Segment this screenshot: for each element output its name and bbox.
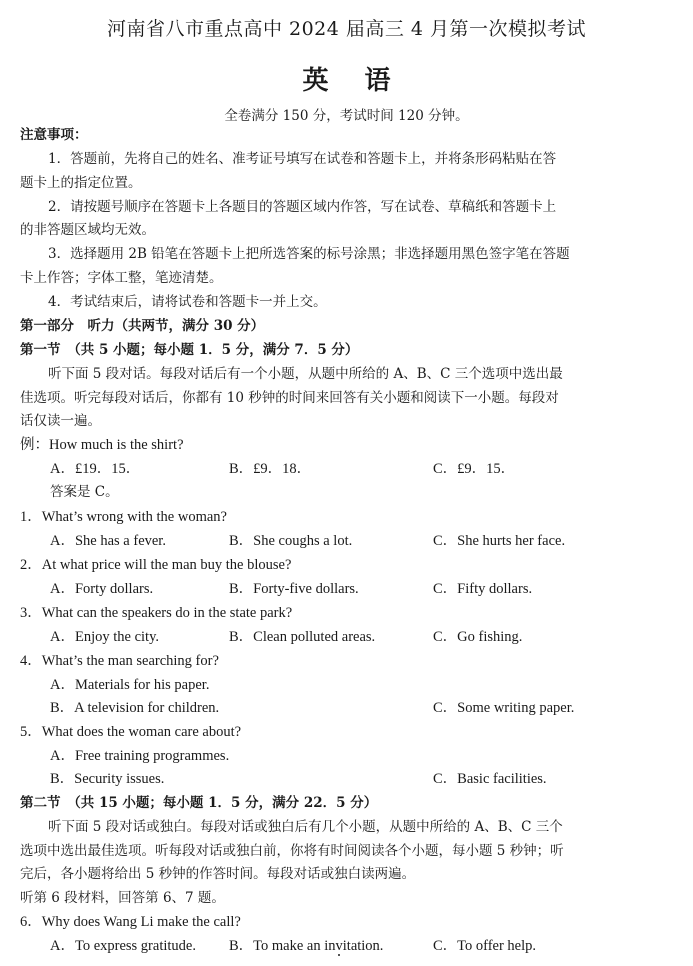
exam-info: 全卷满分 150 分，考试时间 120 分钟。 [224, 108, 469, 124]
option-a: A．Enjoy the city. [50, 629, 159, 645]
subject-title: 英语 [302, 66, 427, 96]
part-heading: 第一部分 听力（共两节，满分 30 分） [20, 318, 265, 334]
notice-line: 4．考试结束后，请将试卷和答题卡一并上交。 [48, 294, 327, 310]
example-question: 例：How much is the shirt? [20, 437, 184, 453]
instruction-line: 选项中选出最佳选项。听每段对话或独白前，你将有时间阅读各个小题，每小题 5 秒钟；听 [20, 843, 564, 859]
option-a: A．To express gratitude. [50, 938, 196, 954]
option-c: C．Basic facilities. [433, 771, 547, 787]
notice-line: 卡上作答；字体工整，笔迹清楚。 [20, 270, 223, 286]
option-b: B．To make an invitation. [229, 938, 384, 954]
instruction-line: 听下面 5 段对话。每段对话后有一个小题，从题中所给的 A、B、C 三个选项中选出最 [48, 366, 563, 382]
instruction-line: 话仅读一遍。 [20, 413, 101, 429]
question: 4．What’s the man searching for? [20, 653, 219, 669]
option-a: A．Materials for his paper. [50, 677, 210, 693]
option-a: A．Free training programmes. [50, 748, 230, 764]
notice-line: 的非答题区域均无效。 [20, 222, 155, 238]
instruction-line: 听下面 5 段对话或独白。每段对话或独白后有几个小题，从题中所给的 A、B、C 三个 [48, 819, 563, 835]
notice-line: 2．请按题号顺序在答题卡上各题目的答题区域内作答，写在试卷、草稿纸和答题卡上 [48, 199, 557, 215]
question: 6．Why does Wang Li make the call? [20, 914, 241, 930]
option-c: C．She hurts her face. [433, 533, 566, 549]
option-b: B．Clean polluted areas. [229, 629, 376, 645]
option-c: C．Fifty dollars. [433, 581, 533, 597]
notice-line: 3．选择题用 2B 铅笔在答题卡上把所选答案的标号涂黑；非选择题用黑色签字笔在答题 [48, 246, 570, 262]
option-c: C．To offer help. [433, 938, 537, 954]
option-a: A．She has a fever. [50, 533, 166, 549]
example-option-c: C．£9．15． [433, 461, 516, 477]
question: 1．What’s wrong with the woman? [20, 509, 227, 525]
section-heading: 第一节 （共 5 小题；每小题 1．5 分，满分 7．5 分） [20, 342, 359, 358]
notice-line: 1．答题前，先将自己的姓名、准考证号填写在试卷和答题卡上，并将条形码粘贴在答 [48, 151, 557, 167]
option-b: B．Security issues. [50, 771, 165, 787]
option-b: B．A television for children. [50, 700, 220, 716]
option-c: C．Some writing paper. [433, 700, 575, 716]
section-heading: 第二节 （共 15 小题；每小题 1．5 分，满分 22．5 分） [20, 795, 378, 811]
exam-title: 河南省八市重点高中 2024 届高三 4 月第一次模拟考试 [106, 18, 587, 40]
option-a: A．Forty dollars. [50, 581, 154, 597]
notice-heading: 注意事项： [20, 127, 88, 143]
question: 3．What can the speakers do in the state park? [20, 605, 293, 621]
option-b: B．She coughs a lot. [229, 533, 353, 549]
material-note: 听第 6 段材料，回答第 6、7 题。 [20, 890, 225, 906]
question: 2．At what price will the man buy the blouse? [20, 557, 292, 573]
example-option-b: B．£9．18． [229, 461, 312, 477]
instruction-line: 佳选项。听完每段对话后，你都有 10 秒钟的时间来回答有关小题和阅读下一小题。每段对 [20, 390, 559, 406]
notice-line: 题卡上的指定位置。 [20, 175, 142, 191]
page-dot-mark [338, 954, 340, 956]
option-c: C．Go fishing. [433, 629, 523, 645]
example-answer: 答案是 C。 [50, 484, 119, 500]
option-b: B．Forty-five dollars. [229, 581, 359, 597]
instruction-line: 完后，各小题将给出 5 秒钟的作答时间。每段对话或独白读两遍。 [20, 866, 416, 882]
question: 5．What does the woman care about? [20, 724, 242, 740]
example-option-a: A．£19．15． [50, 461, 141, 477]
